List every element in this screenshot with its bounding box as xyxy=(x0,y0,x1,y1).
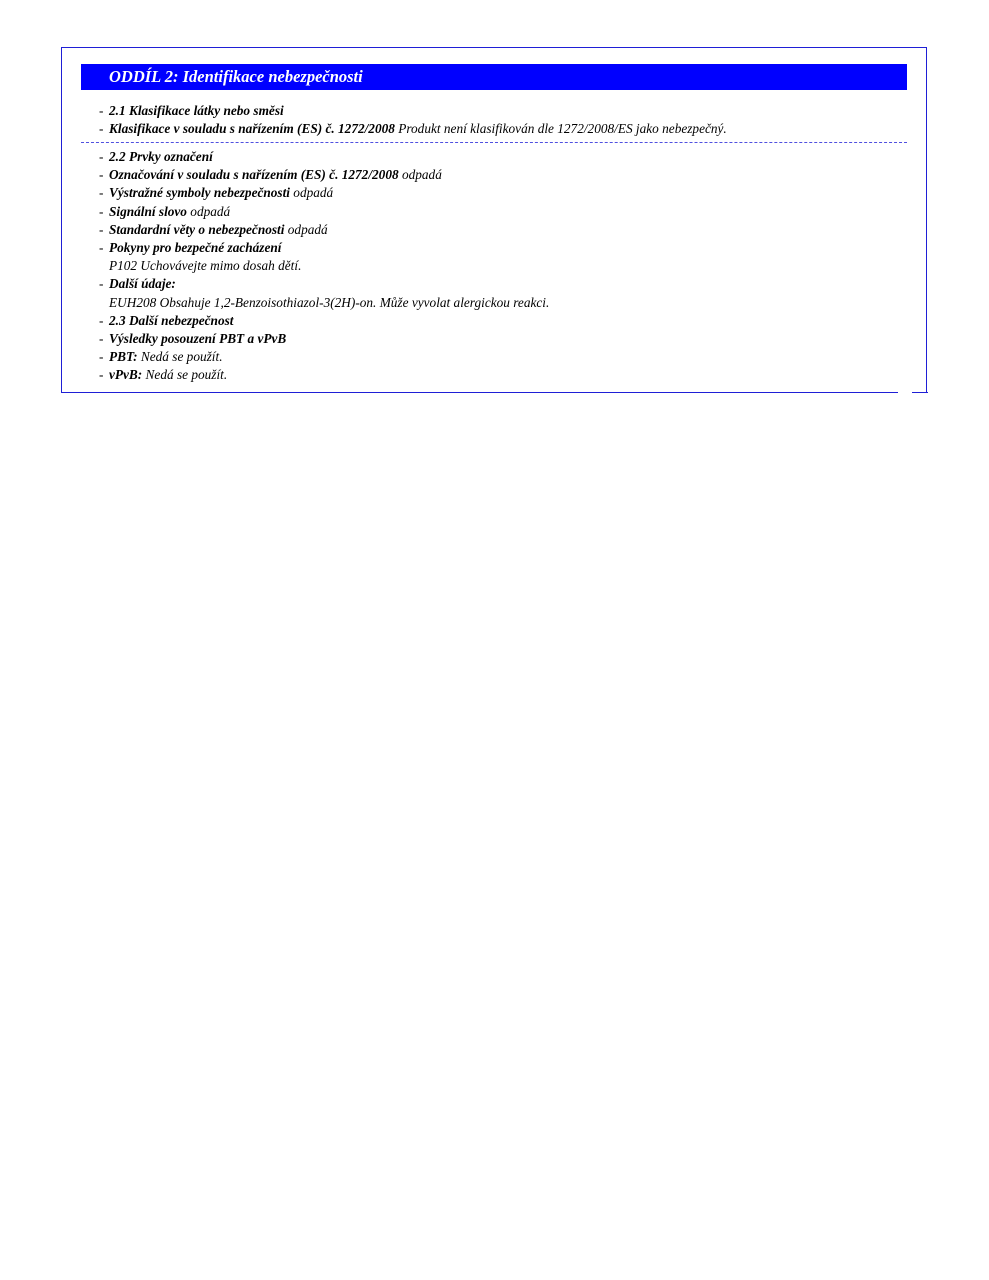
vpvb-line: - vPvB: Nedá se použít. xyxy=(99,367,228,383)
pbt-line: - PBT: Nedá se použít. xyxy=(99,349,223,365)
labelling-regulation-line: - Označování v souladu s nařízením (ES) č. 1272/2008 odpadá xyxy=(99,167,442,183)
precautionary-statements-label: Pokyny pro bezpečné zacházení xyxy=(109,239,282,255)
hazard-pictograms-label: Výstražné symboly nebezpečnosti xyxy=(109,185,290,201)
other-hazards-line: - 2.3 Další nebezpečnost xyxy=(99,312,234,328)
hazard-pictograms-value: odpadá xyxy=(289,185,334,201)
label-elements-heading: 2.2 Prvky označení xyxy=(109,149,213,164)
precautionary-statement-p102: P102 Uchovávejte mimo dosah dětí. xyxy=(109,258,302,274)
classification-heading-line: - 2.1 Klasifikace látky nebo směsi xyxy=(99,103,284,118)
pbt-vpvb-assessment-line: - Výsledky posouzení PBT a vPvB xyxy=(99,330,287,346)
section-title: ODDÍL 2: Identifikace nebezpečnosti xyxy=(81,64,907,90)
section-frame-bottom-border-stub xyxy=(912,392,928,393)
signal-word-label: Signální slovo xyxy=(109,203,187,219)
classification-block xyxy=(99,102,727,138)
section-frame-bottom-border xyxy=(61,392,898,393)
additional-info-line: - Další údaje: xyxy=(99,276,176,292)
dashed-separator xyxy=(81,142,907,143)
hazard-statements-line: - Standardní věty o nebezpečnosti odpadá xyxy=(99,221,328,237)
pbt-label: PBT: xyxy=(109,349,138,365)
vpvb-label: vPvB: xyxy=(109,367,143,383)
hazard-statements-label: Standardní věty o nebezpečnosti xyxy=(109,221,285,237)
label-elements-block xyxy=(99,148,549,384)
additional-info-label: Další údaje: xyxy=(109,276,176,292)
label-elements-heading-line: - 2.2 Prvky označení xyxy=(99,149,213,164)
hazard-statements-value: odpadá xyxy=(284,221,328,237)
classification-regulation-value: Produkt není klasifikován dle 1272/2008/ES jako nebezpečný. xyxy=(394,121,727,137)
labelling-regulation-value: odpadá xyxy=(398,167,442,183)
hazard-pictograms-line: - Výstražné symboly nebezpečnosti odpadá xyxy=(99,185,334,201)
other-hazards-heading: 2.3 Další nebezpečnost xyxy=(109,312,234,328)
pbt-vpvb-assessment-label: Výsledky posouzení PBT a vPvB xyxy=(109,330,287,346)
pbt-value: Nedá se použít. xyxy=(137,349,223,365)
precautionary-statements-line: - Pokyny pro bezpečné zacházení xyxy=(99,239,282,255)
labelling-regulation-label: Označování v souladu s nařízením (ES) č. 1272/2008 xyxy=(109,167,399,183)
additional-info-euh208: EUH208 Obsahuje 1,2-Benzoisothiazol-3(2H)-on. Může vyvolat alergickou reakci. xyxy=(109,294,550,310)
classification-regulation-label: Klasifikace v souladu s nařízením (ES) č. 1272/2008 xyxy=(109,121,395,137)
signal-word-line: - Signální slovo odpadá xyxy=(99,203,231,219)
vpvb-value: Nedá se použít. xyxy=(142,367,228,383)
classification-heading: 2.1 Klasifikace látky nebo směsi xyxy=(109,103,284,118)
classification-regulation-line: - Klasifikace v souladu s nařízením (ES) č. 1272/2008 Produkt není klasifikován dle 1272/2008/ES jako nebezpečný. xyxy=(99,121,727,137)
signal-word-value: odpadá xyxy=(186,203,231,219)
